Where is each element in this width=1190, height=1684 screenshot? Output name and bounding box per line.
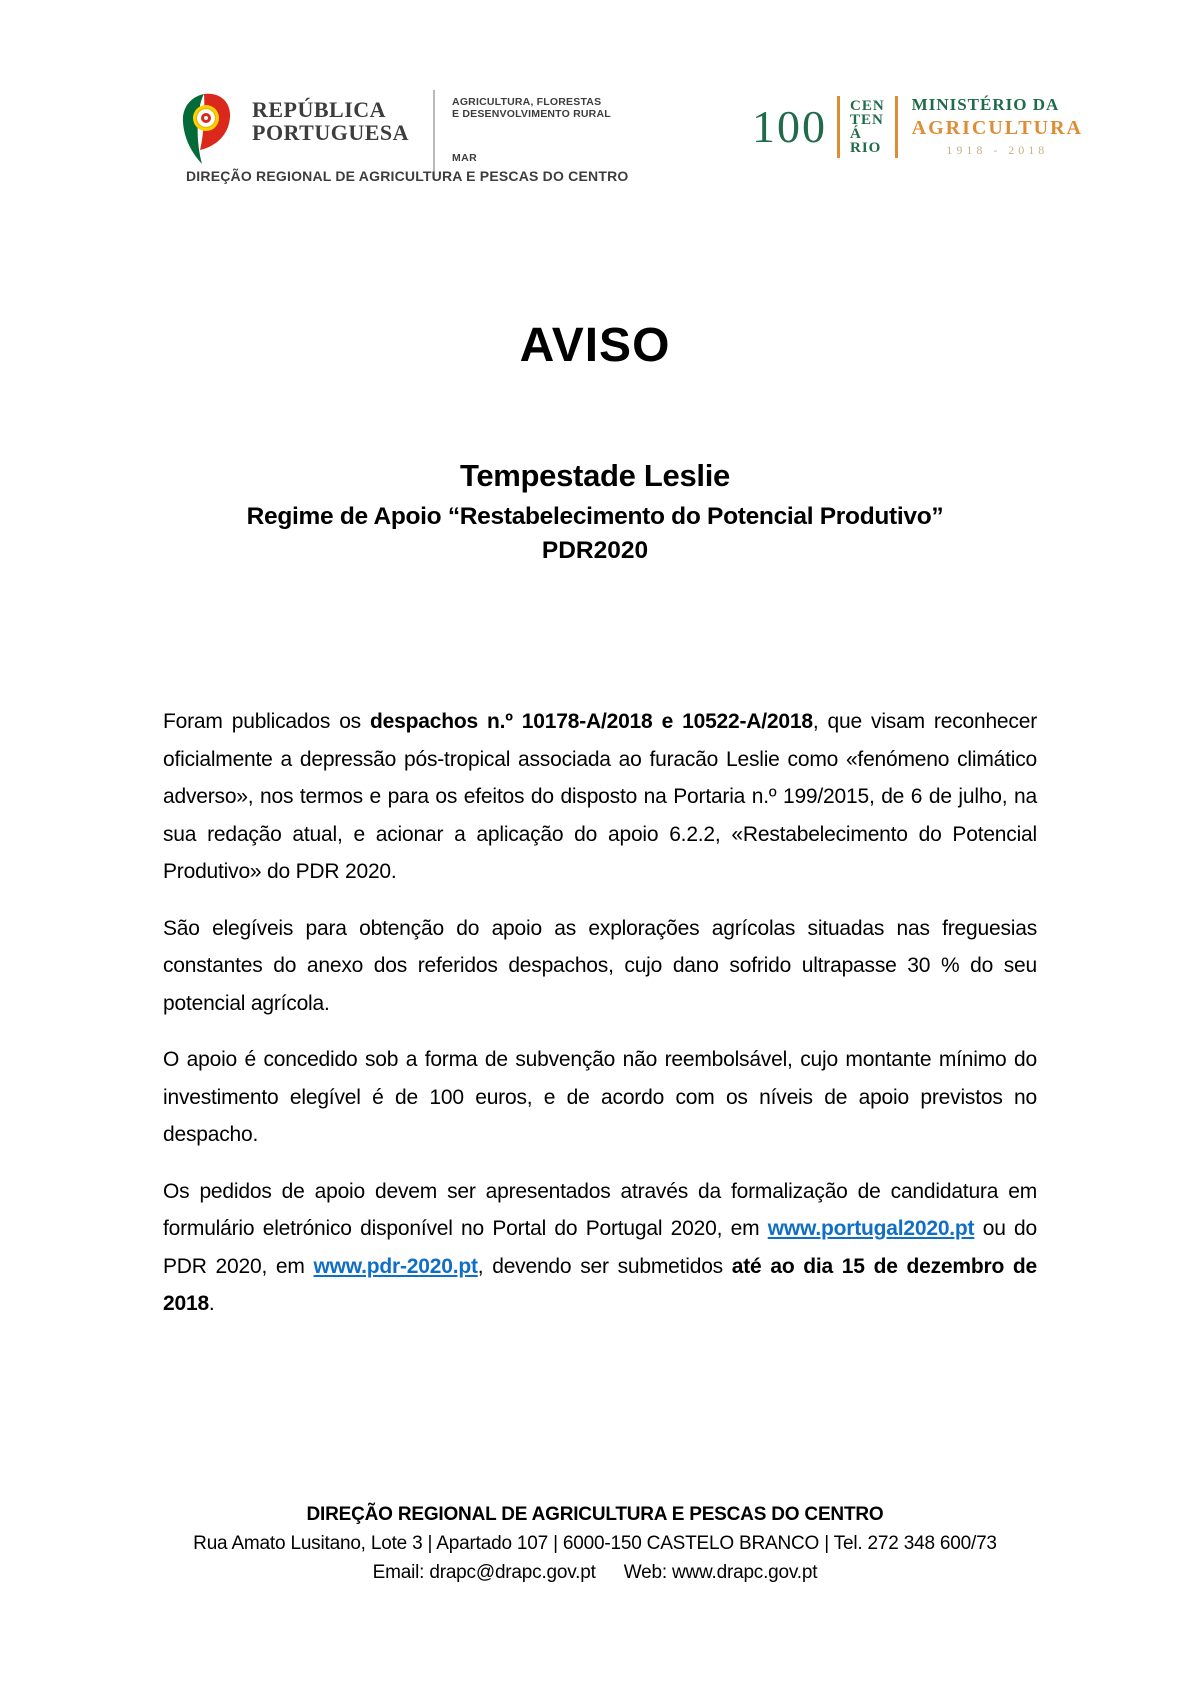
centenario-word [850,99,885,155]
paragraph-4 [163,1173,1037,1323]
p4-run1: Os pedidos de apoio devem ser apresentados através da formalização de candidatura em formulário eletrónico disponível no Portal do Portugal 2020, em [163,1179,1037,1240]
centenary-ministry-logo [752,95,1083,158]
p4-run2: ou do PDR 2020, em [163,1217,1037,1278]
footer-contacts [0,1558,1190,1587]
ministry-label: MINISTÉRIO DA [911,95,1060,114]
p4-run3: , devendo ser submetidos [477,1254,732,1278]
footer-email: Email: drapc@drapc.gov.pt [372,1562,596,1583]
page-title: AVISO [519,319,671,372]
program-name: PDR2020 [541,537,649,564]
centenary-100: 100 [752,100,827,152]
logo-divider [433,90,435,178]
republica-portuguesa-logo [176,88,611,178]
document-footer [0,1500,1190,1587]
footer-address: Rua Amato Lusitano, Lote 3 | Apartado 107 | 6000-150 CASTELO BRANCO | Tel. 272 348 600/73 [193,1533,997,1554]
portuguese-flag-emblem-icon [176,92,234,166]
paragraph-3: O apoio é concedido sob a forma de subvenção não reembolsável, cujo montante mínimo do investimento elegível é de 100 euros, e de acordo com os níveis de apoio previstos no despacho. [163,1048,1037,1146]
p1-despachos-bold: despachos n.º 10178-A/2018 e 10522-A/2018 [370,710,813,733]
dept-line1: AGRICULTURA, FLORESTAS [452,96,602,108]
footer-web: Web: www.drapc.gov.pt [623,1562,818,1583]
document-body [163,703,1037,1342]
dept-line2: E DESENVOLVIMENTO RURAL [452,108,611,120]
centenary-bar-left [837,96,840,158]
centenario-line4: RIO [850,139,882,156]
republic-name [252,98,409,144]
centenario-line1: CEN [850,97,885,114]
subtitle-block [0,458,1190,565]
dept-mar: MAR [452,152,478,164]
p1-run1: Foram publicados os [163,710,371,733]
centenario-line2: TEN [850,111,884,128]
centenary-bar-right [895,96,898,158]
paragraph-1 [163,703,1037,891]
portugal2020-link[interactable]: www.portugal2020.pt [767,1217,975,1240]
centenario-line3: Á [850,125,862,142]
ministry-department-block [452,96,611,164]
paragraph-2: São elegíveis para obtenção do apoio as explorações agrícolas situadas nas freguesias constantes do anexo dos referidos despachos, cujo dano sofrido ultrapasse 30 % do seu potencial agrícola. [163,916,1037,1015]
republic-line1: REPÚBLICA [252,97,387,122]
p1-run3: , que visam reconhecer oficialmente a depressão pós-tropical associada ao furacão Leslie como «fenómeno climático adverso», nos termos e para os efeitos do disposto na Portaria n.º 199/2015, de 6 de julho, na sua redação atual, e acionar a aplicação do apoio 6.2.2, «Restabelecimento do Potencial Produtivo» do PDR 2020. [163,710,1037,883]
centenary-years: 1918 - 2018 [946,143,1049,157]
p4-deadline-bold: até ao dia 15 de dezembro de 2018 [163,1254,1037,1315]
support-regime: Regime de Apoio “Restabelecimento do Potencial Produtivo” [246,503,944,530]
p4-run5: . [208,1292,215,1315]
storm-name: Tempestade Leslie [460,458,730,493]
pdr2020-link[interactable]: www.pdr-2020.pt [313,1254,478,1278]
agriculture-label: AGRICULTURA [911,117,1083,139]
footer-organization: DIREÇÃO REGIONAL DE AGRICULTURA E PESCAS DO CENTRO [306,1504,884,1525]
regional-direction-label: DIREÇÃO REGIONAL DE AGRICULTURA E PESCAS DO CENTRO [186,168,629,184]
republic-line2: PORTUGUESA [252,120,410,145]
ministry-agriculture-block [912,95,1083,158]
